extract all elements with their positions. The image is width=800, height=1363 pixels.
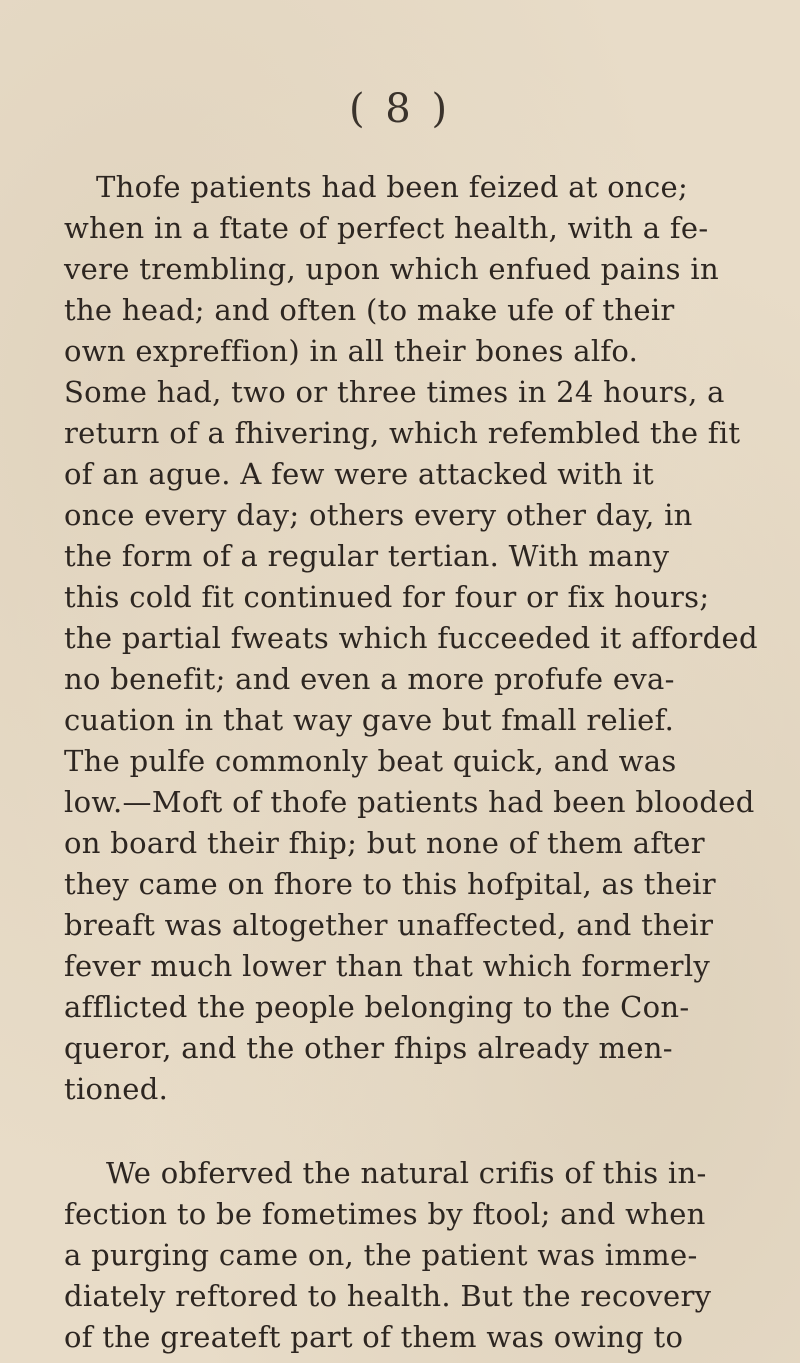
- text-line: afflicted the people belonging to the Con-: [64, 990, 690, 1024]
- text-line: Some had, two or three times in 24 hours, a: [64, 375, 725, 409]
- text-line: low.—Moft of thofe patients had been blooded: [64, 785, 755, 819]
- text-line: tioned.: [64, 1072, 169, 1106]
- text-line: cuation in that way gave but fmall relief.: [64, 703, 675, 737]
- text-line: once every day; others every other day, in: [64, 498, 693, 532]
- text-line: they came on fhore to this hofpital, as their: [64, 867, 716, 901]
- text-line: this cold fit continued for four or fix hours;: [64, 580, 710, 614]
- text-line: Thofe patients had been feized at once;: [96, 170, 689, 204]
- text-line: own expreffion) in all their bones alfo.: [64, 334, 639, 368]
- text-line: vere trembling, upon which enfued pains in: [64, 252, 719, 286]
- text-line: breaft was altogether unaffected, and their: [64, 908, 714, 942]
- text-line: return of a fhivering, which refembled the fit: [64, 416, 741, 450]
- text-line: The pulfe commonly beat quick, and was: [64, 744, 677, 778]
- text-line: of an ague. A few were attacked with it: [64, 457, 654, 491]
- text-line: of the greateft part of them was owing to: [64, 1320, 684, 1354]
- page-number: ( 8 ): [348, 86, 452, 132]
- text-line: queror, and the other fhips already men-: [64, 1031, 673, 1065]
- text-line: a purging came on, the patient was imme-: [64, 1238, 698, 1272]
- text-line: diately reftored to health. But the recovery: [64, 1279, 712, 1313]
- text-line: fever much lower than that which formerly: [64, 949, 711, 983]
- text-line: when in a ftate of perfect health, with a fe-: [64, 211, 709, 245]
- text-line: the partial fweats which fucceeded it afforded: [64, 621, 758, 655]
- text-line: on board their fhip; but none of them after: [64, 826, 705, 860]
- text-line: no benefit; and even a more profufe eva-: [64, 662, 675, 696]
- text-line: the head; and often (to make ufe of their: [64, 293, 675, 327]
- text-line: the form of a regular tertian. With many: [64, 539, 670, 573]
- text-line: We obferved the natural crifis of this in-: [106, 1156, 707, 1190]
- text-line: fection to be fometimes by ftool; and when: [64, 1197, 706, 1231]
